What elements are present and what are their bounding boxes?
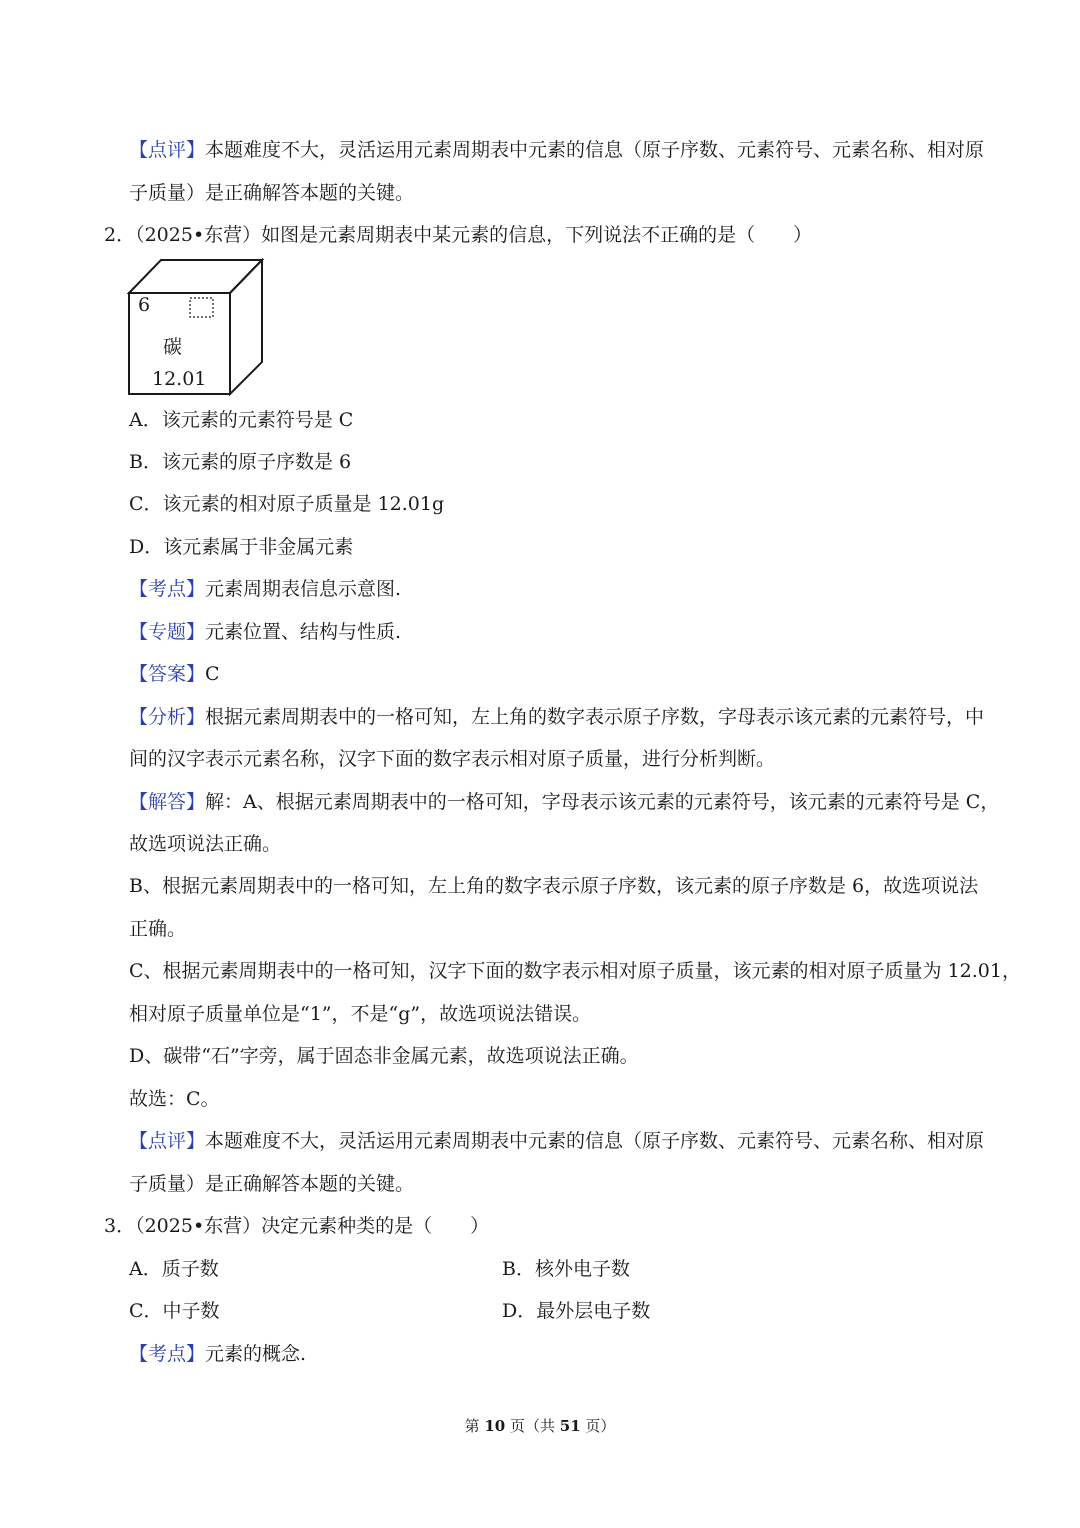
q2-jieda-c2: 相对原子质量单位是“1”，不是“g”，故选项说法错误。 (129, 1003, 592, 1025)
q2-zhuanti: 【专题】元素位置、结构与性质. (129, 621, 402, 643)
q3-stem: 3．（2025•东营）决定元素种类的是（ ） (104, 1215, 490, 1237)
q2-option-b: B．该元素的原子序数是 6 (129, 451, 352, 473)
q2-fenxi-line1: 【分析】根据元素周期表中的一格可知，左上角的数字表示原子序数，字母表示该元素的元素符号，中 (129, 706, 985, 728)
q2-comment-line1: 【点评】本题难度不大，灵活运用元素周期表中元素的信息（原子序数、元素符号、元素名称、相对原 (129, 1130, 985, 1152)
q2-jieda-c1: C、根据元素周期表中的一格可知，汉字下面的数字表示相对原子质量，该元素的相对原子质量为 12.01， (129, 960, 1021, 982)
q3-option-a: A．质子数 (129, 1258, 219, 1280)
atomic-number: 6 (138, 294, 151, 316)
q2-fenxi-line2: 间的汉字表示元素名称，汉字下面的数字表示相对原子质量，进行分析判断。 (129, 748, 776, 770)
q2-comment-line2: 子质量）是正确解答本题的关键。 (129, 1173, 415, 1195)
q3-option-b: B．核外电子数 (502, 1258, 630, 1280)
atomic-mass: 12.01 (152, 368, 207, 390)
q1-comment-line1: 【点评】本题难度不大，灵活运用元素周期表中元素的信息（原子序数、元素符号、元素名称、相对原 (129, 139, 985, 161)
comment-tag: 【点评】 (129, 139, 206, 161)
q3-option-d: D．最外层电子数 (502, 1300, 651, 1322)
q2-answer: 【答案】C (129, 663, 220, 685)
q2-option-a: A．该元素的元素符号是 C (129, 409, 354, 431)
q2-option-d: D．该元素属于非金属元素 (129, 536, 354, 558)
hidden-symbol-box (190, 298, 213, 317)
q2-jieda-b1: B、根据元素周期表中的一格可知，左上角的数字表示原子序数，该元素的原子序数是 6，故选项说法 (129, 875, 979, 897)
q2-jieda-a2: 故选项说法正确。 (129, 833, 282, 855)
q2-jieda-d1: D、碳带“石”字旁，属于固态非金属元素，故选项说法正确。 (129, 1045, 639, 1067)
element-name: 碳 (163, 336, 183, 358)
page-footer: 第 10 页（共 51 页） (464, 1417, 616, 1435)
q3-option-c: C．中子数 (129, 1300, 220, 1322)
q2-jieda-choice: 故选：C。 (129, 1088, 220, 1110)
q3-kaodian: 【考点】元素的概念. (129, 1343, 307, 1365)
q2-option-c: C．该元素的相对原子质量是 12.01g (129, 493, 445, 515)
element-box (127, 258, 267, 396)
page-number: 10 (484, 1417, 506, 1435)
q2-jieda-a1: 【解答】解：A、根据元素周期表中的一格可知，字母表示该元素的元素符号，该元素的元素符号是 C， (129, 791, 1000, 813)
q2-stem: 2．（2025•东营）如图是元素周期表中某元素的信息，下列说法不正确的是（ ） (104, 224, 813, 246)
q2-jieda-b2: 正确。 (129, 918, 187, 940)
q2-kaodian: 【考点】元素周期表信息示意图. (129, 578, 402, 600)
q1-comment-line2: 子质量）是正确解答本题的关键。 (129, 182, 415, 204)
page-total: 51 (559, 1417, 581, 1435)
